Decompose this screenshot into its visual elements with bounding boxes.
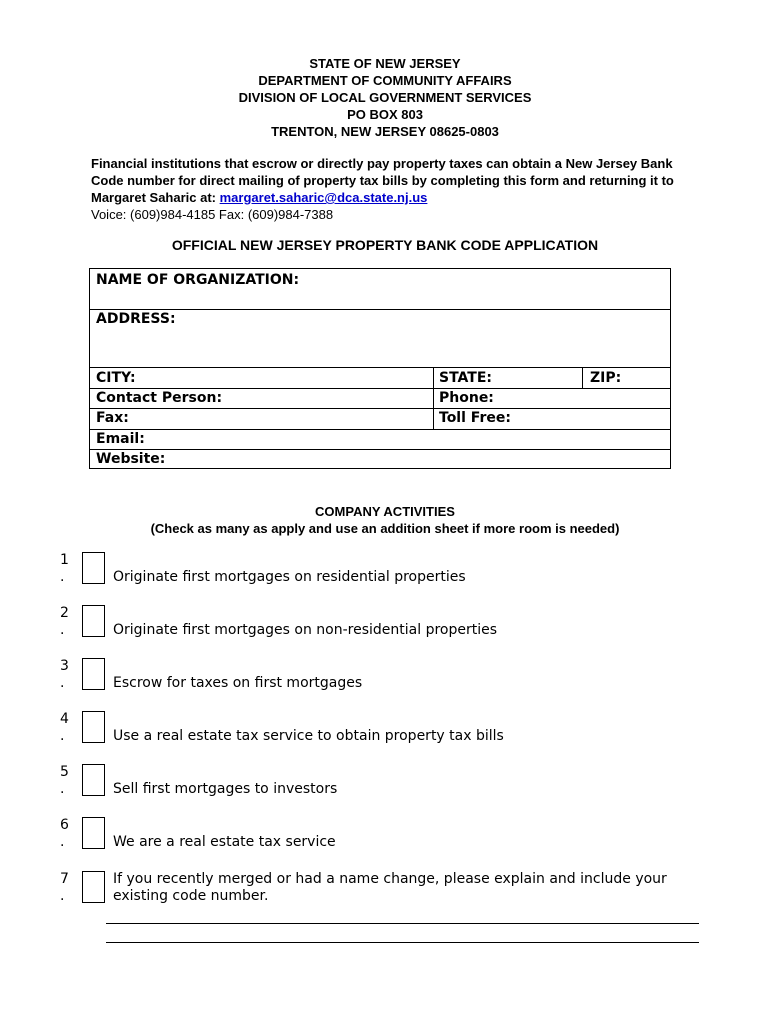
activity-checkbox-4[interactable] xyxy=(82,711,105,743)
application-form-table xyxy=(89,268,671,469)
item-number: 6 . xyxy=(60,817,69,850)
activities-subtitle: (Check as many as apply and use an addition sheet if more room is needed) xyxy=(150,521,620,536)
item-number: 7 . xyxy=(60,871,69,904)
state-field[interactable]: STATE: xyxy=(439,370,493,386)
activity-checkbox-7[interactable] xyxy=(82,871,105,903)
phone-field[interactable]: Phone: xyxy=(439,390,494,406)
explanation-line-2[interactable] xyxy=(106,942,699,943)
city-field[interactable]: CITY: xyxy=(96,370,136,386)
fax-field[interactable]: Fax: xyxy=(96,410,129,426)
intro-text: Financial institutions that escrow or directly pay property taxes can obtain a New Jersey Bank Code number for direct mailing of property tax bills by completing this form and returning it to Margaret Saharic at: xyxy=(91,156,674,205)
activity-checkbox-5[interactable] xyxy=(82,764,105,796)
email-field[interactable]: Email: xyxy=(96,431,145,447)
activity-checkbox-6[interactable] xyxy=(82,817,105,849)
form-title: OFFICIAL NEW JERSEY PROPERTY BANK CODE APPLICATION xyxy=(171,237,599,253)
activity-label: If you recently merged or had a name change, please explain and include your existing code number. xyxy=(113,871,667,904)
contact-person-field[interactable]: Contact Person: xyxy=(96,390,223,406)
header-line-po-box: PO BOX 803 xyxy=(347,107,423,122)
activity-label: We are a real estate tax service xyxy=(113,834,336,850)
agency-header xyxy=(0,55,770,140)
item-number: 1 . xyxy=(60,552,69,585)
activity-checkbox-2[interactable] xyxy=(82,605,105,637)
header-line-division: DIVISION OF LOCAL GOVERNMENT SERVICES xyxy=(238,90,532,105)
activity-checkbox-3[interactable] xyxy=(82,658,105,690)
contact-email-link[interactable]: margaret.saharic@dca.state.nj.us xyxy=(219,190,428,205)
activity-label: Use a real estate tax service to obtain property tax bills xyxy=(113,728,504,744)
item-number: 3 . xyxy=(60,658,69,691)
activity-label: Sell first mortgages to investors xyxy=(113,781,338,797)
explanation-line-1[interactable] xyxy=(106,923,699,924)
activities-heading xyxy=(0,503,770,537)
header-line-department: DEPARTMENT OF COMMUNITY AFFAIRS xyxy=(258,73,512,88)
activity-label: Originate first mortgages on residential properties xyxy=(113,569,466,585)
item-number: 5 . xyxy=(60,764,69,797)
organization-field[interactable]: NAME OF ORGANIZATION: xyxy=(96,272,300,288)
intro-paragraph xyxy=(91,155,691,223)
toll-free-field[interactable]: Toll Free: xyxy=(439,410,511,426)
address-field[interactable]: ADDRESS: xyxy=(96,311,176,327)
website-field[interactable]: Website: xyxy=(96,451,166,467)
item-number: 4 . xyxy=(60,711,69,744)
activities-title: COMPANY ACTIVITIES xyxy=(315,504,455,519)
zip-field[interactable]: ZIP: xyxy=(590,370,622,386)
header-line-state: STATE OF NEW JERSEY xyxy=(309,56,461,71)
activity-label: Originate first mortgages on non-residential properties xyxy=(113,622,498,638)
activity-checkbox-1[interactable] xyxy=(82,552,105,584)
item-number: 2 . xyxy=(60,605,69,638)
header-line-city: TRENTON, NEW JERSEY 08625-0803 xyxy=(271,124,499,139)
contact-numbers: Voice: (609)984-4185 Fax: (609)984-7388 xyxy=(91,207,334,222)
activity-label: Escrow for taxes on first mortgages xyxy=(113,675,363,691)
